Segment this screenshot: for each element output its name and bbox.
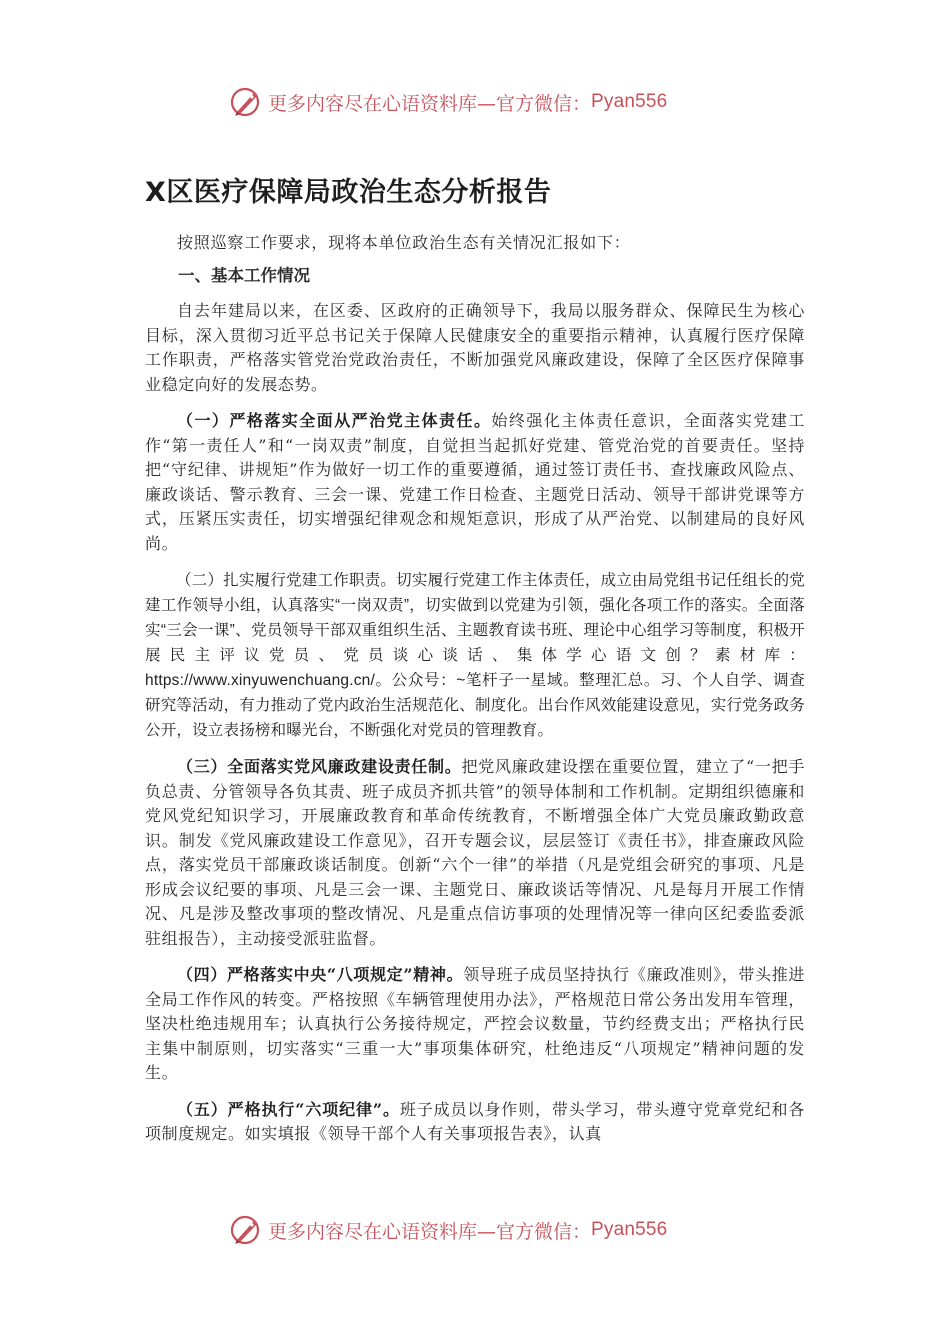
banner-text: 更多内容尽在心语资料库—官方微信： bbox=[268, 1220, 592, 1243]
item-lead-1: （一）严格落实全面从严治党主体责任。 bbox=[177, 411, 492, 430]
overview-paragraph: 自去年建局以来，在区委、区政府的正确领导下，我局以服务群众、保障民生为核心目标，深入贯彻习近平总书记关于保障人民健康安全的重要指示精神，认真履行医疗保障工作职责，严格落实管党治党政治责任，不断加强党风廉政建设，保障了全区医疗保障事业稳定向好的发展态势。 bbox=[145, 301, 805, 394]
pen-nib-logo-icon bbox=[228, 85, 264, 119]
banner-wechat-id: Pyan556 bbox=[591, 1219, 668, 1240]
item-paragraph-2 bbox=[145, 568, 805, 743]
item-lead-2: （二）扎实履行党建工作职责。 bbox=[176, 572, 397, 589]
item-lead-5: （五）严格执行“六项纪律”。 bbox=[177, 1099, 400, 1119]
pen-nib-logo-icon bbox=[228, 1213, 264, 1247]
document-body bbox=[145, 170, 805, 1159]
item-body-1: 始终强化主体责任意识，全面落实党建工作“第一责任人”和“一岗双责”制度，自觉担当起抓好党建、管党治党的首要责任。坚持把“守纪律、讲规矩”作为做好一切工作的重要遵循，通过签订责任书、查找廉政风险点、廉政谈话、警示教育、三会一课、党建工作日检查、主题党日活动、领导干部讲党课等方式，压紧压实责任，切实增强纪律观念和规矩意识，形成了从严治党、以制建局的良好风尚。 bbox=[145, 411, 805, 553]
banner-text: 更多内容尽在心语资料库—官方微信： bbox=[268, 92, 592, 115]
document-title: X区医疗保障局政治生态分析报告 bbox=[145, 177, 552, 208]
item-body-5: 班子成员以身作则，带头学习，带头遵守党章党纪和各项制度规定。如实填报《领导干部个人有关事项报告表》，认真 bbox=[145, 1099, 805, 1143]
item-paragraph-4 bbox=[145, 963, 805, 1086]
item-body-2: 切实履行党建工作主体责任，成立由局党组书记任组长的党建工作领导小组，认真落实“一岗双责”，切实做到以党建为引领，强化各项工作的落实。全面落实“三会一课”、党员领导干部双重组织生活、主题教育读书班、理论中心组学习等制度，积极开展民主评议党员、党员谈心谈话、集体学心语文创？素材库：https://www.xinyuwenchuang.cn/。公众号：~笔杆子一星域。整理汇总。习、个人自学、调查研究等活动，有力推动了党内政治生活规范化、制度化。出台作风效能建设意见，实行党务政务公开，设立表扬榜和曝光台，不断强化对党员的管理教育。 bbox=[145, 572, 805, 739]
item-paragraph-5 bbox=[145, 1098, 805, 1147]
item-lead-4: （四）严格落实中央“八项规定”精神。 bbox=[177, 965, 464, 984]
section-heading-basic: 一、基本工作情况 bbox=[178, 266, 310, 285]
item-body-3: 把党风廉政建设摆在重要位置，建立了“一把手负总责、分管领导各负其责、班子成员齐抓共管”的领导体制和工作机制。定期组织德廉和党风党纪知识学习，开展廉政教育和革命传统教育，不断增强全体广大党员廉政勤政意识。制发《党风廉政建设工作意见》，召开专题会议，层层签订《责任书》，排查廉政风险点，落实党员干部廉政谈话制度。创新“六个一律”的举措（凡是党组会研究的事项、凡是形成会议纪要的事项、凡是三会一课、主题党日、廉政谈话等情况、凡是每月开展工作情况、凡是涉及整改事项的整改情况、凡是重点信访事项的处理情况等一律向区纪委监委派驻组报告），主动接受派驻监督。 bbox=[145, 757, 806, 948]
footer-watermark-banner bbox=[228, 1210, 667, 1250]
banner-wechat-id: Pyan556 bbox=[591, 91, 668, 112]
intro-paragraph: 按照巡察工作要求，现将本单位政治生态有关情况汇报如下： bbox=[177, 233, 631, 252]
item-paragraph-1 bbox=[145, 409, 805, 556]
header-watermark-banner bbox=[228, 82, 667, 122]
item-lead-3: （三）全面落实党风廉政建设责任制。 bbox=[177, 757, 462, 776]
item-paragraph-3 bbox=[145, 755, 805, 951]
item-body-4: 领导班子成员坚持执行《廉政准则》，带头推进全局工作作风的转变。严格按照《车辆管理使用办法》，严格规范日常公务出发用车管理，坚决杜绝违规用车；认真执行公务接待规定，严控会议数量，节约经费支出；严格执行民主集中制原则，切实落实“三重一大”事项集体研究，杜绝违反“八项规定”精神问题的发生。 bbox=[145, 965, 805, 1082]
